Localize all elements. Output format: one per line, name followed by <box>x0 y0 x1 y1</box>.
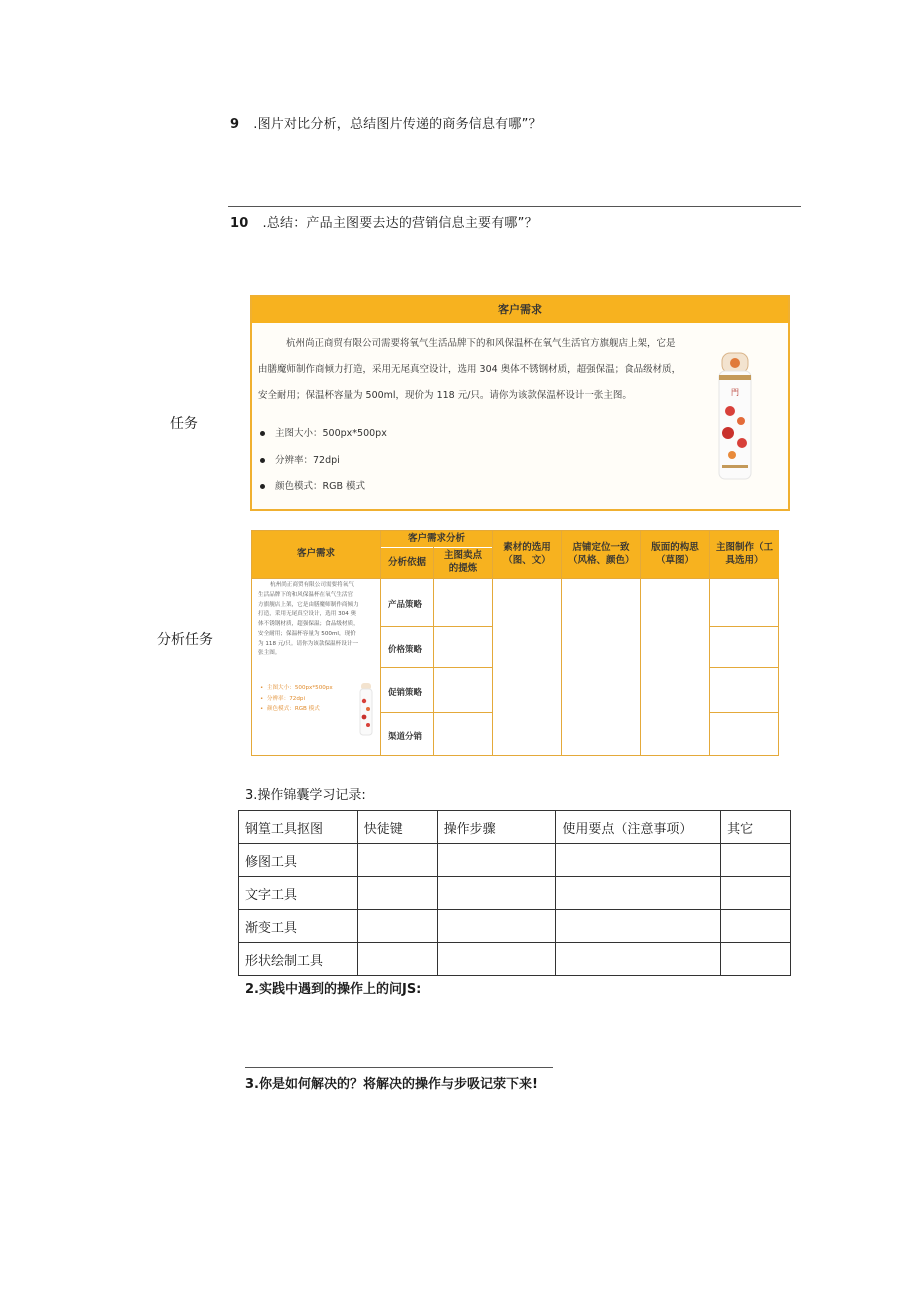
row-label-text-tool: 文字工具 <box>239 877 358 910</box>
mini-bullets: • 主图大小：500px*500px • 分辨率：72dpi • 颜色模式：RGB 模式 <box>260 685 333 713</box>
grid-header-make: 主图制作（工具选用） <box>710 531 779 578</box>
card-title: 客户需求 <box>252 297 788 323</box>
mini-requirement-text: 杭州尚正商贸有限公司需要将氧气 生活品牌下的和风保温杯在氧气生活官 方旗舰店上架，它是由膳魔师制作商倾力 打造，采用无尾真空设计，选用 304 奥 体不锈钢材质，超强保温；食品级材质， 安全耐用；保温杯容量为 500ml，现价 为 118 元/只。请你为该款保温杯设计一 张主图。 <box>258 582 359 657</box>
question-10-number: 10 <box>230 216 249 231</box>
grid-header-material: 素材的选用（图、文） <box>493 531 561 578</box>
row-promotion-strategy: 促销策略 <box>388 688 423 698</box>
task-label: 任务 <box>170 416 198 432</box>
cell-input[interactable] <box>556 844 721 877</box>
question-10 <box>230 212 538 231</box>
card-line-3: 安全耐用；保温杯容量为 500ml，现价为 118 元/只。请你为该款保温杯设计一张主图。 <box>258 390 632 401</box>
question-2: 2.实践中遇到的操作上的问JS: <box>245 982 422 997</box>
answer-line <box>245 1067 553 1068</box>
thermos-cup-image <box>710 347 760 487</box>
table-row <box>239 943 791 976</box>
question-9 <box>230 113 542 132</box>
grid-header-layout: 版面的构思（草图） <box>641 531 709 578</box>
row-product-strategy: 产品策略 <box>388 600 423 610</box>
table-row <box>239 910 791 943</box>
card-bullet-size: 主图大小：500px*500px <box>260 425 387 439</box>
question-10-text: .总结：产品主图要去达的营销信息主要有哪”？ <box>262 216 538 231</box>
section-3-title: 3.操作锦囊学习记录: <box>245 788 366 803</box>
question-9-number: 9 <box>230 117 240 132</box>
cell-input[interactable] <box>357 877 437 910</box>
cell-input[interactable] <box>357 910 437 943</box>
table-row <box>239 877 791 910</box>
grid-header-analysis: 客户需求分析 <box>381 531 492 547</box>
question-9-text: .图片对比分析，总结图片传递的商务信息有哪”？ <box>253 117 542 132</box>
grid-header-basis: 分析依据 <box>381 548 433 578</box>
grid-header-customer: 客户需求 <box>252 531 380 578</box>
customer-requirement-card <box>250 295 790 511</box>
table-row <box>239 844 791 877</box>
grid-header-points: 主图卖点的提炼 <box>434 548 492 578</box>
header-shortcut: 快徒键 <box>357 811 437 844</box>
card-line-1: 杭州尚正商贸有限公司需要将氧气生活品牌下的和风保温杯在氧气生活官方旗舰店上架，它是 <box>286 338 676 349</box>
cell-input[interactable] <box>556 943 721 976</box>
cell-input[interactable] <box>721 910 791 943</box>
row-label-gradient-tool: 渐变工具 <box>239 910 358 943</box>
cell-input[interactable] <box>556 910 721 943</box>
table-header-row <box>239 811 791 844</box>
header-pen-tool: 钢篁工具抠图 <box>239 811 358 844</box>
card-bullet-color-mode: 颜色模式：RGB 模式 <box>260 478 365 492</box>
header-key-points: 使用要点（注意事项） <box>556 811 721 844</box>
row-label-retouch-tool: 修图工具 <box>239 844 358 877</box>
cell-input[interactable] <box>437 844 556 877</box>
cell-input[interactable] <box>721 844 791 877</box>
card-bullet-dpi: 分辨率：72dpi <box>260 452 340 466</box>
cell-input[interactable] <box>357 943 437 976</box>
mini-thermos-image <box>358 681 374 737</box>
divider <box>228 206 801 207</box>
cell-input[interactable] <box>721 877 791 910</box>
cell-input[interactable] <box>437 910 556 943</box>
header-steps: 操作步骤 <box>437 811 556 844</box>
header-other: 其它 <box>721 811 791 844</box>
question-3: 3.你是如何解决的？将解决的操作与步吸记荥下来! <box>245 1077 538 1092</box>
analysis-grid <box>251 530 779 756</box>
cell-input[interactable] <box>437 877 556 910</box>
grid-header-position: 店铺定位一致（风格、颜色） <box>562 531 640 578</box>
cell-input[interactable] <box>437 943 556 976</box>
svg-text:門: 門 <box>731 388 739 397</box>
row-label-shape-tool: 形状绘制工具 <box>239 943 358 976</box>
cell-input[interactable] <box>721 943 791 976</box>
card-line-2: 由膳魔师制作商倾力打造，采用无尾真空设计，选用 304 奥体不锈钢材质，超强保温；食品级材质， <box>258 364 682 375</box>
row-price-strategy: 价格策略 <box>388 645 423 655</box>
cell-input[interactable] <box>556 877 721 910</box>
analysis-task-label: 分析任务 <box>157 632 213 648</box>
cell-input[interactable] <box>357 844 437 877</box>
row-channel-distribution: 渠道分销 <box>388 732 423 742</box>
operation-record-table <box>238 810 791 976</box>
